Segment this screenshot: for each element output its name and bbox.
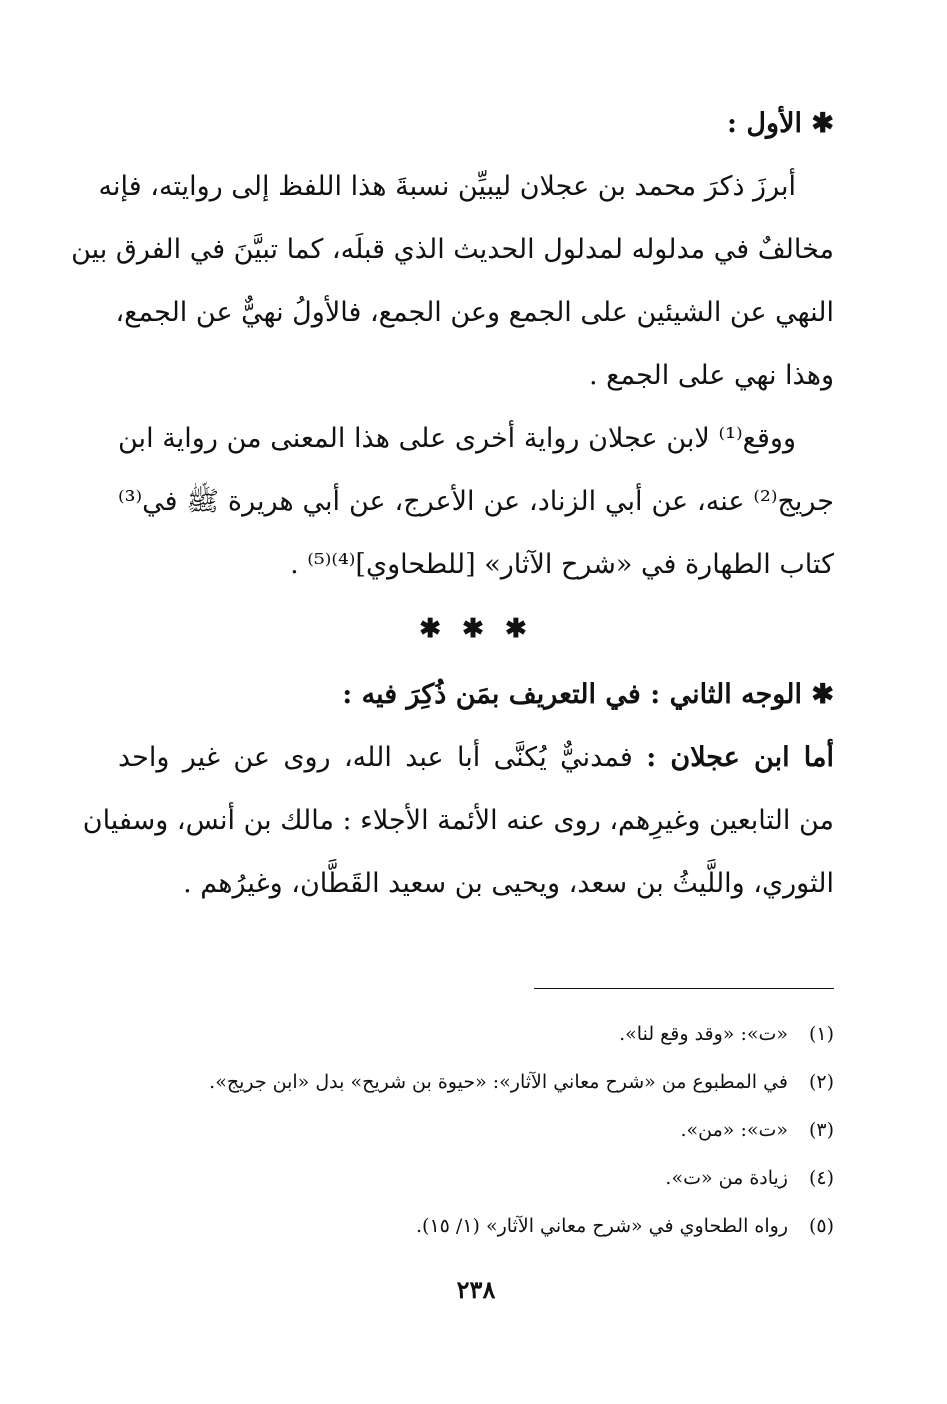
paragraph-line: النهي عن الشيئين على الجمع وعن الجمع، فالأولُ نهيٌّ عن الجمع، — [115, 297, 834, 328]
footnote-item — [118, 1106, 834, 1154]
footnote-item — [118, 1058, 834, 1106]
footnote-text: «ت»: «من». — [680, 1119, 788, 1141]
footnote-item — [118, 1010, 834, 1058]
paragraph-first — [71, 155, 834, 407]
paragraph-line: ووقع⁽¹⁾ لابن عجلان رواية أخرى على هذا المعنى من رواية ابن — [118, 423, 796, 454]
paragraph-second — [118, 407, 834, 596]
paragraph-line: كتاب الطهارة في «شرح الآثار» [للطحاوي]⁽⁴⁾⁽⁵⁾ . — [290, 549, 834, 580]
footnote-number: (٤) — [808, 1167, 834, 1189]
paragraph-line: أبرزَ ذكرَ محمد بن عجلان ليبيِّن نسبةَ هذا اللفظ إلى روايته، فإنه — [98, 171, 796, 202]
section-separator: ✱ ✱ ✱ — [419, 614, 533, 644]
page-number: ٢٣٨ — [456, 1275, 496, 1304]
paragraph-third — [82, 726, 835, 915]
paragraph-line — [118, 726, 834, 789]
footnote-text: زيادة من «ت». — [665, 1167, 788, 1189]
paragraph-line: جريج⁽²⁾ عنه، عن أبي الزناد، عن الأعرج، عن أبي هريرة ﷺ في⁽³⁾ — [118, 486, 834, 517]
section-heading-second: ✱ الوجه الثاني : في التعريف بمَن ذُكِرَ فيه : — [342, 679, 834, 710]
footnote-text: رواه الطحاوي في «شرح معاني الآثار» (١/ ١٥). — [416, 1215, 788, 1237]
paragraph-line-text: فمدنيٌّ يُكنَّى أبا عبد الله، روى عن غير واحد — [118, 742, 633, 773]
footnote-item — [118, 1202, 834, 1250]
paragraph-line: الثوري، واللَّيثُ بن سعد، ويحيى بن سعيد القَطَّان، وغيرُهم . — [183, 868, 834, 899]
footnote-number: (٢) — [808, 1071, 834, 1093]
lead-phrase: أما ابن عجلان : — [646, 742, 835, 773]
footnotes — [118, 1010, 834, 1250]
footnote-text: في المطبوع من «شرح معاني الآثار»: «حيوة بن شريح» بدل «ابن جريج». — [209, 1071, 788, 1093]
paragraph-line: مخالفٌ في مدلوله لمدلول الحديث الذي قبلَه، كما تبيَّنَ في الفرق بين — [71, 234, 834, 265]
section-heading-first: ✱ الأول : — [727, 108, 834, 139]
paragraph-line: وهذا نهي على الجمع . — [588, 360, 834, 391]
footnote-number: (٥) — [808, 1215, 834, 1237]
footnote-text: «ت»: «وقد وقع لنا». — [619, 1023, 788, 1045]
footnote-number: (٣) — [808, 1119, 834, 1141]
footnote-divider — [534, 988, 834, 989]
paragraph-line: من التابعين وغيرِهم، روى عنه الأئمة الأجلاء : مالك بن أنس، وسفيان — [82, 805, 834, 836]
footnote-number: (١) — [808, 1023, 834, 1045]
footnote-item — [118, 1154, 834, 1202]
document-page — [71, 92, 835, 1322]
